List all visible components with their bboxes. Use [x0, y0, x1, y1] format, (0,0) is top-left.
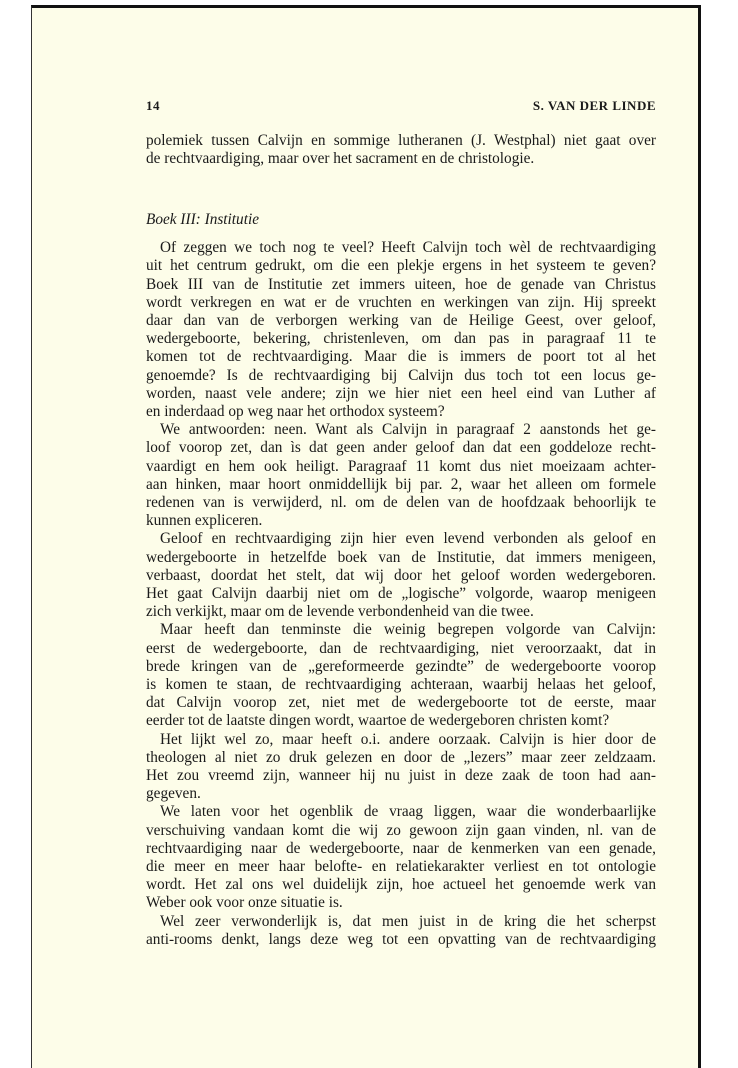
text-line: verschuiving vandaan komt die wij zo gewoon zijn gaan vinden, nl. van de — [146, 821, 656, 839]
text-line: dat Calvijn voorop zet, niet met de wedergeboorte tot de eerste, maar — [146, 694, 656, 712]
text-line: wordt verkregen en wat er de vruchten en werkingen van zijn. Hij spreekt — [146, 293, 656, 311]
document-page — [31, 5, 701, 1068]
running-head-author: S. VAN DER LINDE — [532, 98, 656, 113]
text-line: Het lijkt wel zo, maar heeft o.i. andere oorzaak. Calvijn is hier door de — [160, 730, 656, 748]
text-line: genoemde? Is de rechtvaardiging bij Calvijn dus toch tot een locus ge- — [146, 366, 656, 384]
text-line: We antwoorden: neen. Want als Calvijn in paragraaf 2 aanstonds het ge- — [160, 421, 656, 439]
text-line: We laten voor het ogenblik de vraag liggen, waar die wonderbaarlijke — [160, 803, 656, 821]
text-line: eerst de wedergeboorte, dan de rechtvaardiging, niet veroorzaakt, dat in — [146, 639, 656, 657]
text-line: theologen al niet zo druk gelezen en door de „lezers” maar zeer zeldzaam. — [146, 748, 656, 766]
text-line: brede kringen van de „gereformeerde gezindte” de wedergeboorte voorop — [146, 657, 656, 675]
text-line: komen tot de rechtvaardiging. Maar die is immers de poort tot al het — [146, 348, 656, 366]
text-line: wedergeboorte, bekering, christenleven, om dan pas in paragraaf 11 te — [146, 330, 656, 348]
text-line: daar dan van de verborgen werking van de Heilige Geest, over geloof, — [146, 312, 656, 329]
text-line: zich verkijkt, maar om de levende verbondenheid van die twee. — [146, 603, 534, 621]
text-line: eerder tot de laatste dingen wordt, waartoe de wedergeboren christen komt? — [146, 712, 610, 730]
text-line: worden, naast vele andere; zijn we hier niet een heel eind van Luther af — [146, 384, 656, 402]
text-line: Geloof en rechtvaardiging zijn hier even levend verbonden als geloof en — [160, 530, 656, 548]
text-line: Wel zeer verwonderlijk is, dat men juist in de kring die het scherpst — [160, 912, 656, 930]
text-line: en inderdaad op weg naar het orthodox systeem? — [146, 403, 445, 420]
text-line: Of zeggen we toch nog te veel? Heeft Calvijn toch wèl de rechtvaardiging — [160, 239, 656, 257]
text-line: aan hinken, maar hoort onmiddellijk bij par. 2, waar het alleen om formele — [146, 475, 656, 493]
section-heading: Boek III: Institutie — [146, 211, 259, 229]
text-line: Maar heeft dan tenminste die weinig begrepen volgorde van Calvijn: — [160, 621, 656, 639]
text-line: polemiek tussen Calvijn en sommige lutheranen (J. Westphal) niet gaat over — [146, 132, 656, 149]
text-line: uit het centrum gedrukt, om die een plekje ergens in het systeem te geven? — [146, 257, 656, 275]
text-line: wedergeboorte in hetzelfde boek van de Institutie, dat immers menigeen, — [146, 548, 656, 566]
text-line: die meer en meer haar belofte- en relatiekarakter verliest en tot ontologie — [146, 858, 656, 875]
text-line: vaardigt en hem ook heiligt. Paragraaf 11 komt dus niet moeizaam achter- — [146, 457, 656, 475]
text-line: Boek III van de Institutie zet immers uiteen, hoe de genade van Christus — [146, 275, 656, 293]
text-line: Het gaat Calvijn daarbij niet om de „logische” volgorde, waarop menigeen — [146, 585, 656, 602]
page-number: 14 — [146, 98, 160, 113]
text-line: redenen van is verwijderd, nl. om de delen van de hoofdzaak behoorlijk te — [146, 494, 656, 511]
text-line: gegeven. — [146, 785, 201, 803]
text-line: Het zou vreemd zijn, wanneer hij nu juist in deze zaak de toon had aan- — [146, 767, 656, 784]
text-line: rechtvaardiging naar de wedergeboorte, naar de kenmerken van een genade, — [146, 839, 656, 857]
text-line: verbaast, doordat het stelt, dat wij door het geloof worden wedergeboren. — [146, 566, 656, 584]
text-line: is komen te staan, de rechtvaardiging achteraan, waarbij helaas het geloof, — [146, 676, 656, 693]
text-line: loof voorop zet, dan ìs dat geen ander geloof dan dat een goddeloze recht- — [146, 439, 656, 457]
text-line: wordt. Het zal ons wel duidelijk zijn, hoe actueel het genoemde werk van — [146, 876, 656, 894]
text-line: Weber ook voor onze situatie is. — [146, 894, 343, 912]
text-line: de rechtvaardiging, maar over het sacrament en de christologie. — [146, 150, 535, 168]
text-line: anti-rooms denkt, langs deze weg tot een opvatting van de rechtvaardiging — [146, 930, 656, 948]
text-line: kunnen expliceren. — [146, 512, 263, 530]
